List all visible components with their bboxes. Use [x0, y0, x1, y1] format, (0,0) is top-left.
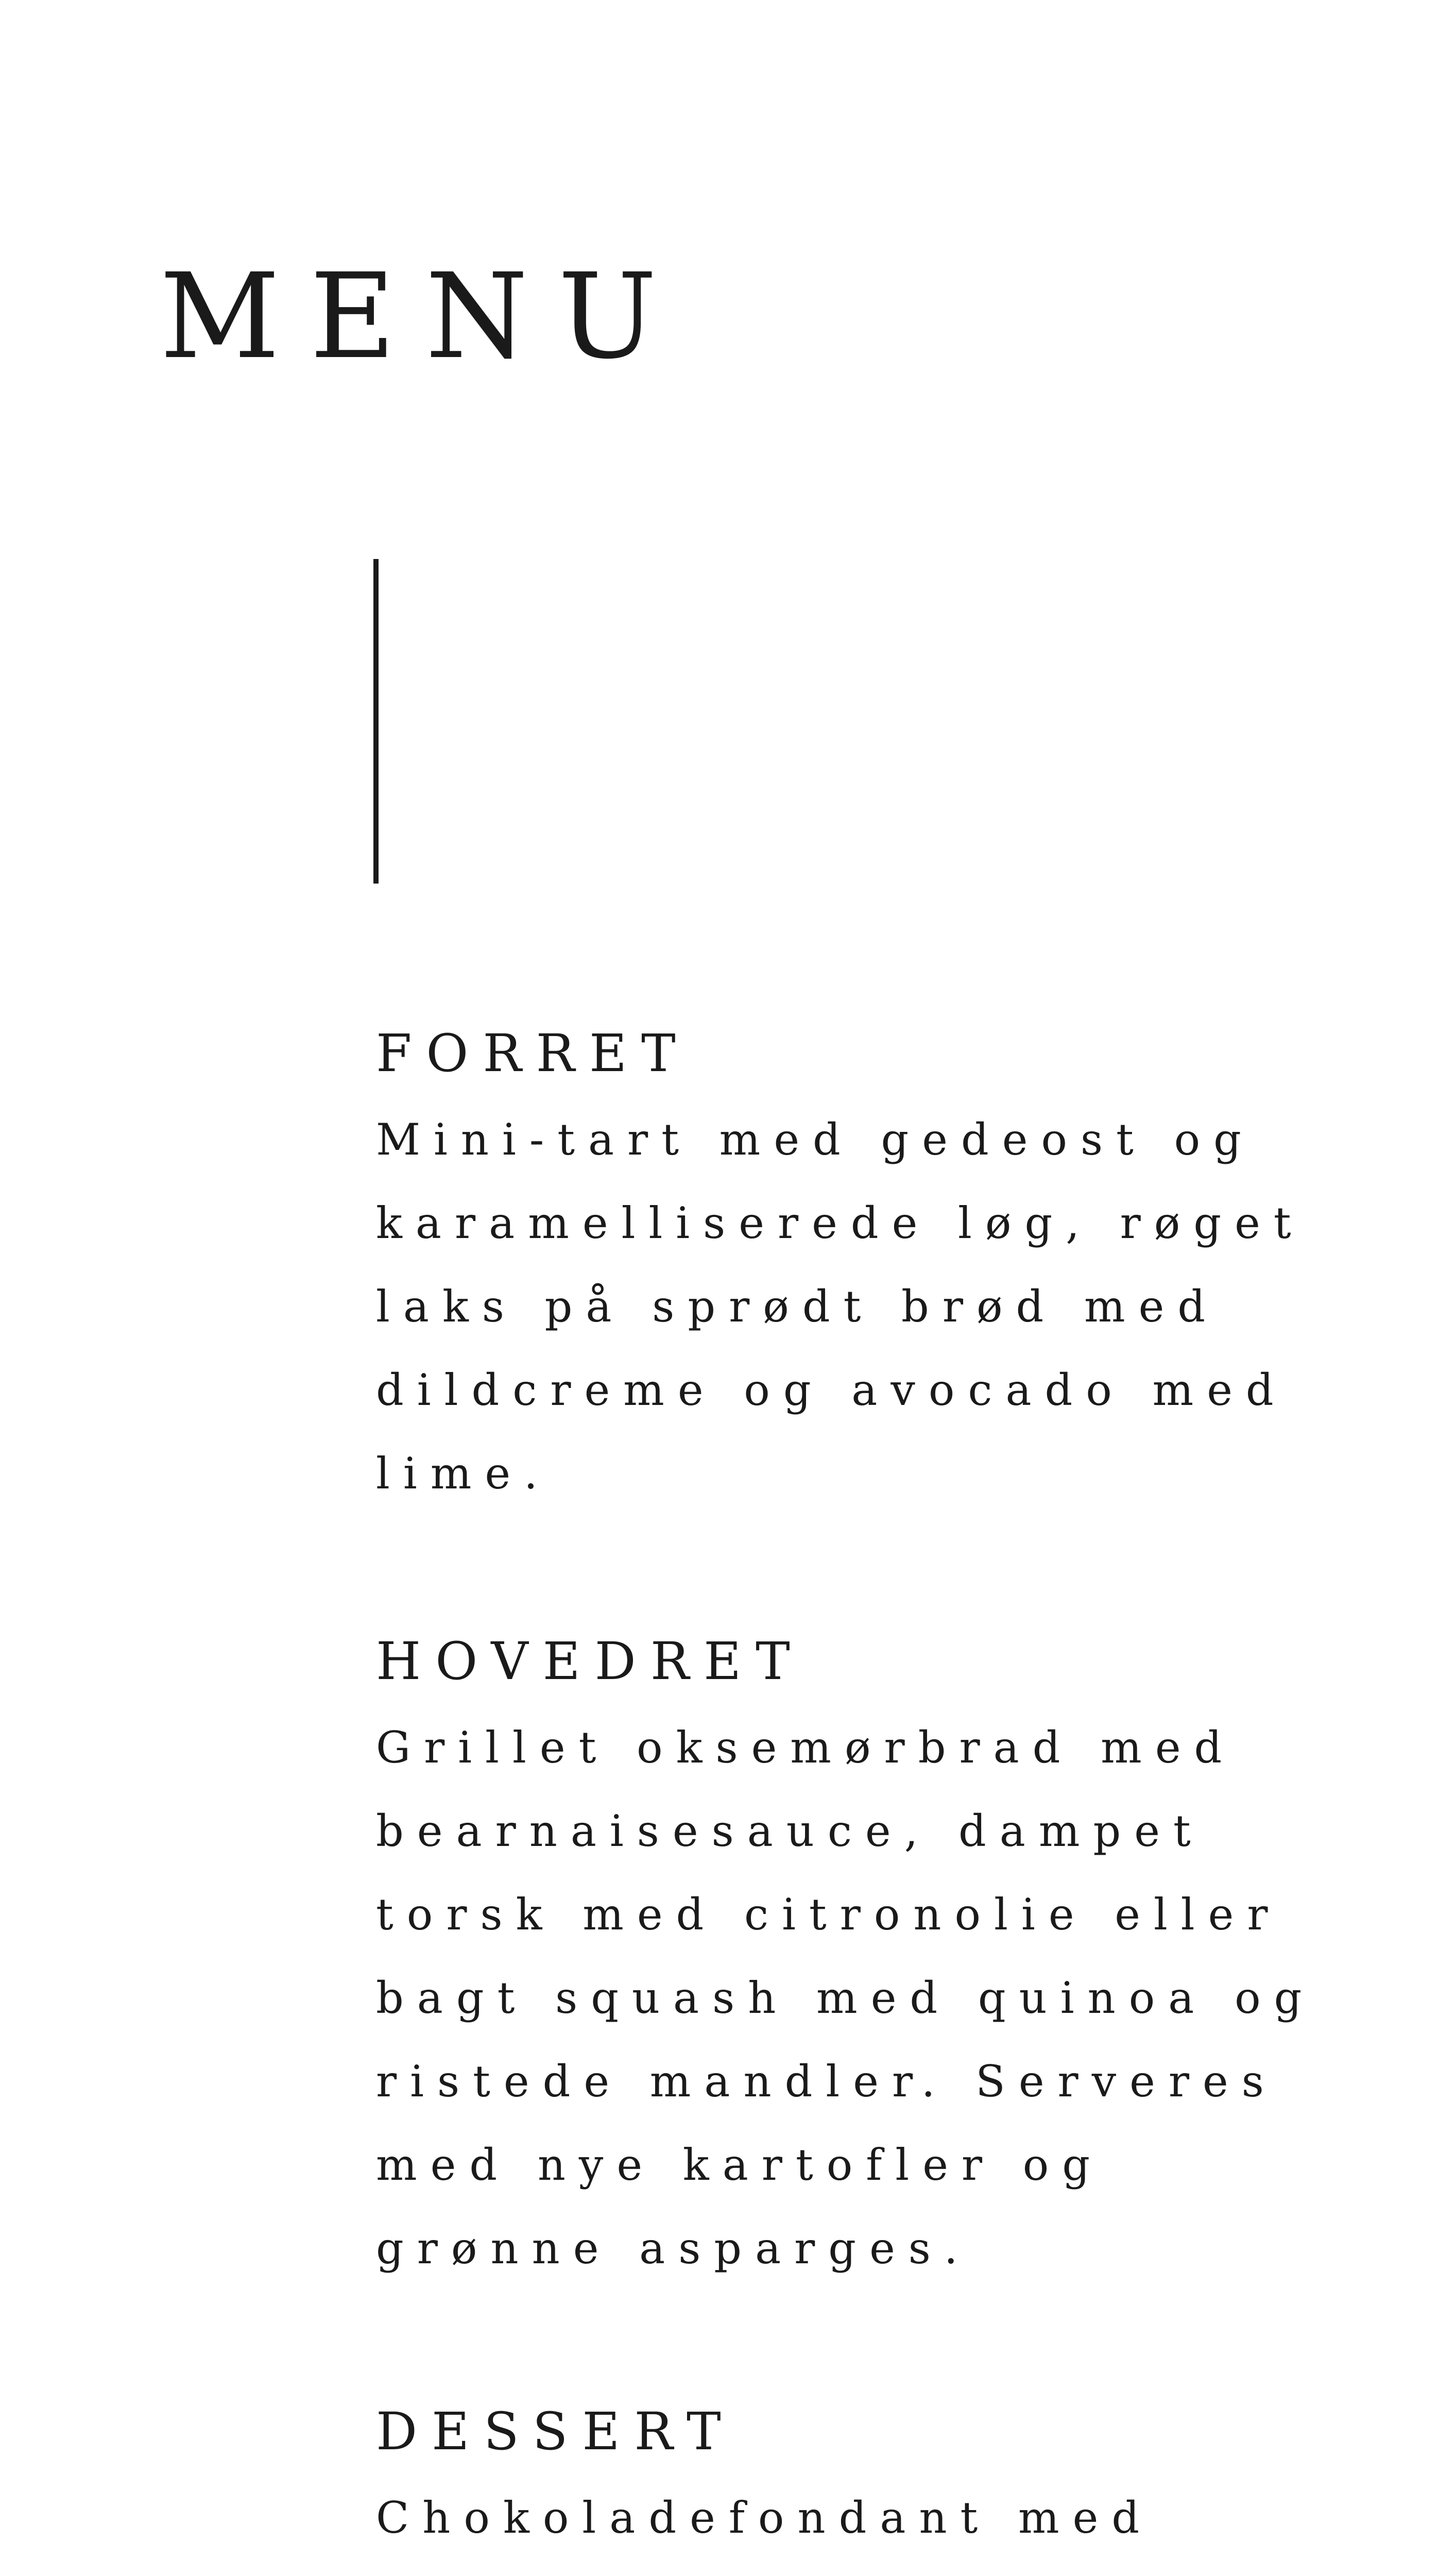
menu-title: MENU	[160, 248, 687, 385]
description-line: lime.	[376, 1448, 551, 1499]
description-line: ristede mandler. Serveres	[376, 2056, 1277, 2107]
description-line: laks på sprødt brød med	[376, 1281, 1219, 1332]
description-line: Chokoladefondant med	[376, 2493, 1153, 2543]
section-dessert	[376, 2401, 1406, 2576]
description-line: med nye kartofler og	[376, 2140, 1104, 2190]
description-line: bearnaisesauce, dampet	[376, 1806, 1204, 1856]
section-heading-dessert: DESSERT	[376, 2401, 735, 2462]
description-line: grønne asparges.	[376, 2223, 971, 2274]
description-line: karamelliserede løg, røget	[376, 1198, 1305, 1248]
vertical-divider	[373, 559, 379, 884]
description-line: Grillet oksemørbrad med	[376, 1722, 1236, 1773]
description-line: torsk med citronolie eller	[376, 1889, 1281, 1940]
section-heading-forret: FORRET	[376, 1023, 690, 1083]
description-line: bagt squash med quinoa og	[376, 1973, 1315, 2023]
section-description-forret	[376, 1098, 1305, 1515]
description-line	[376, 2560, 1293, 2576]
section-description-dessert	[376, 2476, 1293, 2576]
section-description-hovedret	[376, 1706, 1315, 2290]
section-hovedret	[376, 1631, 1406, 2290]
description-line: Mini-tart med gedeost og	[376, 1114, 1255, 1165]
description-line: dildcreme og avocado med	[376, 1365, 1287, 1415]
section-heading-hovedret: HOVEDRET	[376, 1631, 804, 1691]
section-forret	[376, 1023, 1406, 1515]
